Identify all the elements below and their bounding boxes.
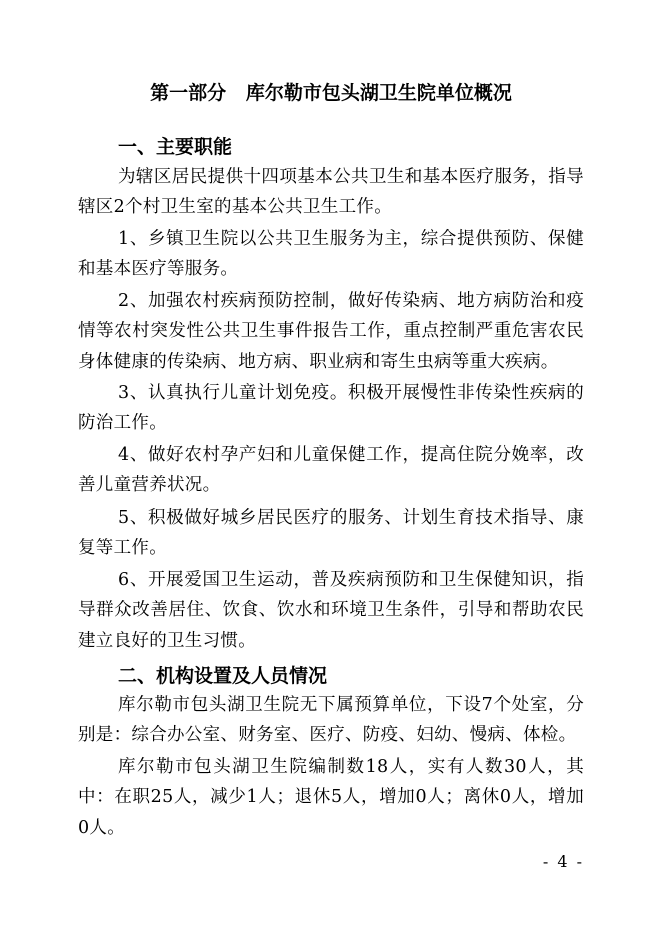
- page-title: 第一部分 库尔勒市包头湖卫生院单位概况: [150, 82, 512, 104]
- section-heading-organization: 二、机构设置及人员情况: [118, 665, 328, 687]
- page-number: - 4 -: [542, 852, 584, 871]
- paragraph: 5、积极做好城乡居民医疗的服务、计划生育技术指导、康复等工作。: [78, 508, 584, 559]
- paragraph: 库尔勒市包头湖卫生院编制数18人，实有人数30人，其中：在职25人，减少1人；退休5人，增加0人；离休0人，增加0人。: [78, 757, 584, 838]
- paragraph: 2、加强农村疾病预防控制，做好传染病、地方病防治和疫情等农村突发性公共卫生事件报告工作，重点控制严重危害农民身体健康的传染病、地方病、职业病和寄生虫病等重大疾病。: [78, 291, 584, 372]
- paragraph: 6、开展爱国卫生运动，普及疾病预防和卫生保健知识，指导群众改善居住、饮食、饮水和环境卫生条件，引导和帮助农民建立良好的卫生习惯。: [78, 570, 584, 651]
- paragraph: 库尔勒市包头湖卫生院无下属预算单位，下设7个处室，分别是：综合办公室、财务室、医疗、防疫、妇幼、慢病、体检。: [78, 695, 584, 746]
- paragraph: 4、做好农村孕产妇和儿童保健工作，提高住院分娩率，改善儿童营养状况。: [78, 445, 584, 496]
- section-heading-main-functions: 一、主要职能: [118, 136, 233, 158]
- paragraph: 3、认真执行儿童计划免疫。积极开展慢性非传染性疾病的防治工作。: [78, 383, 584, 434]
- paragraph: 为辖区居民提供十四项基本公共卫生和基本医疗服务，指导辖区2个村卫生室的基本公共卫生工作。: [78, 167, 584, 218]
- paragraph: 1、乡镇卫生院以公共卫生服务为主，综合提供预防、保健和基本医疗等服务。: [78, 229, 584, 280]
